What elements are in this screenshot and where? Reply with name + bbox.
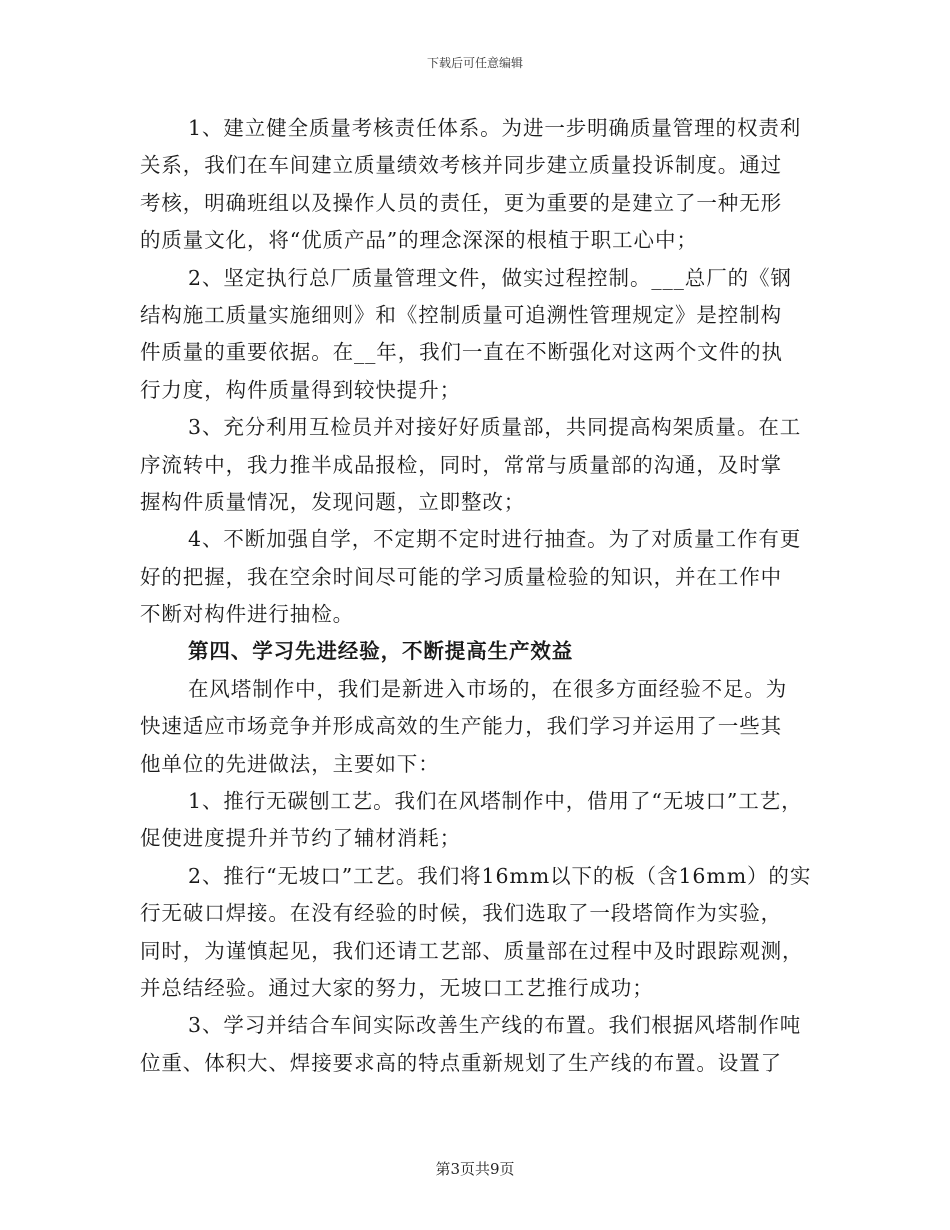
page-number: 第3页共9页 [435,1160,515,1178]
text-line: 同时，为谨慎起见，我们还请工艺部、质量部在过程中及时跟踪观测， [140,938,804,963]
text-line: 考核，明确班组以及操作人员的责任，更为重要的是建立了一种无形 [140,190,782,215]
text-line: 序流转中，我力推半成品报检，同时，常常与质量部的沟通，及时掌 [140,452,782,477]
text-line: 结构施工质量实施细则》和《控制质量可追溯性管理规定》是控制构 [140,302,782,327]
text-line: 1、建立健全质量考核责任体系。为进一步明确质量管理的权责利 [188,116,802,140]
text-line: 件质量的重要依据。在__年，我们一直在不断强化对这两个文件的执 [140,340,783,365]
text-line: 位重、体积大、焊接要求高的特点重新规划了生产线的布置。设置了 [140,1050,782,1075]
text-line: 快速适应市场竞争并形成高效的生产能力，我们学习并运用了一些其 [140,714,782,739]
text-line: 2、推行“无坡口”工艺。我们将16mm以下的板（含16mm）的实 [188,863,812,888]
text-line: 4、不断加强自学，不定期不定时进行抽查。为了对质量工作有更 [188,527,802,552]
document-body [140,110,812,1082]
text-line: 行力度，构件质量得到较快提升； [140,377,461,402]
text-line: 不断对构件进行抽检。 [140,602,354,627]
text-line: 1、推行无碳刨工艺。我们在风塔制作中，借用了“无坡口”工艺， [188,789,803,814]
text-line: 并总结经验。通过大家的努力，无坡口工艺推行成功； [140,975,654,1000]
page-header: 下载后可任意编辑 [426,56,523,70]
text-line: 2、坚定执行总厂质量管理文件，做实过程控制。___总厂的《钢 [188,265,792,290]
text-line: 行无破口焊接。在没有经验的时候，我们选取了一段塔筒作为实验， [140,901,782,926]
section-heading: 第四、学习先进经验，不断提高生产效益 [188,639,574,664]
text-line: 的质量文化，将“优质产品”的理念深深的根植于职工心中； [140,228,698,253]
text-line: 他单位的先进做法，主要如下： [140,751,440,776]
text-line: 3、学习并结合车间实际改善生产线的布置。我们根据风塔制作吨 [188,1013,802,1038]
text-line: 促使进度提升并节约了辅材消耗； [140,826,461,851]
text-line: 关系，我们在车间建立质量绩效考核并同步建立质量投诉制度。通过 [140,153,782,178]
text-line: 好的把握，我在空余时间尽可能的学习质量检验的知识，并在工作中 [140,564,782,589]
text-line: 握构件质量情况，发现问题，立即整改； [140,489,526,514]
text-line: 在风塔制作中，我们是新进入市场的，在很多方面经验不足。为 [188,676,788,701]
text-line: 3、充分利用互检员并对接好好质量部，共同提高构架质量。在工 [188,415,802,440]
